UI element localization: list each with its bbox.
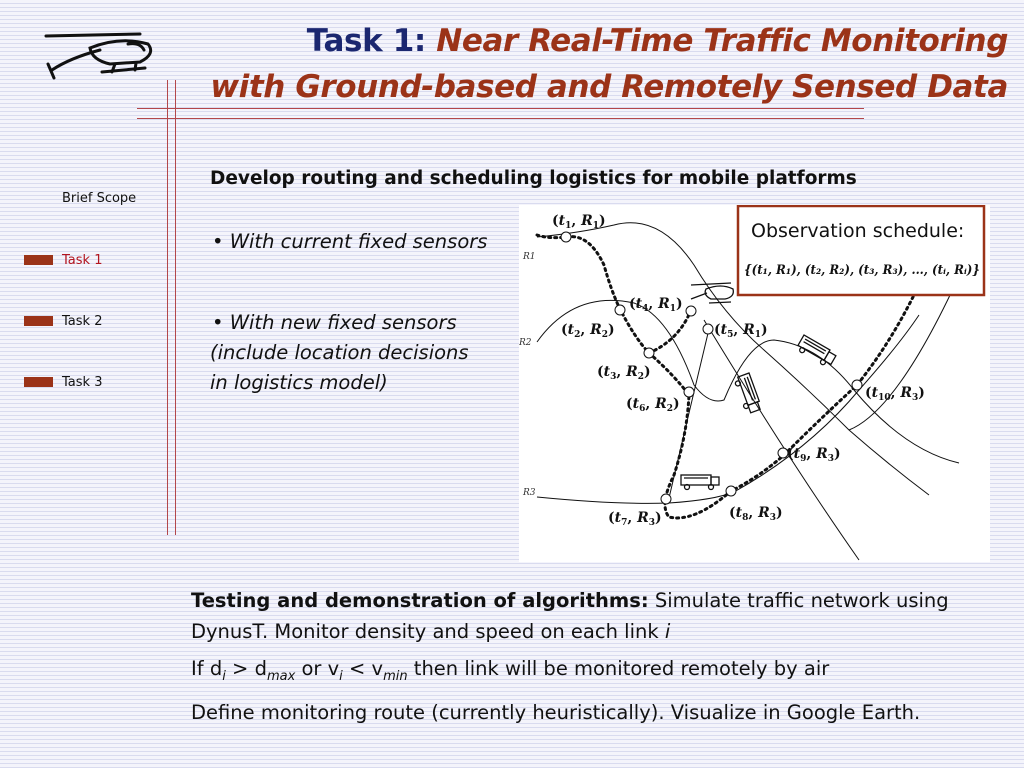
label-t2-r: R <box>590 322 602 338</box>
observation-point-t7 <box>661 494 671 504</box>
label-t6-ri: 2 <box>666 404 674 414</box>
point-label-t1: ($t_1$, $R_1$) <box>552 213 606 231</box>
label-t2-ri: 2 <box>601 330 609 340</box>
bullet-new-sensors <box>212 308 469 398</box>
point-label-t5: ($t_5$, $R_1$) <box>714 322 768 340</box>
bullet-new-sensors-line1: With new fixed sensors <box>229 311 457 334</box>
label-t1-r: R <box>581 213 593 229</box>
slide-title <box>208 18 1008 110</box>
cond-sub-min: min <box>383 668 408 684</box>
point-label-t8: ($t_8$, $R_3$) <box>729 505 783 523</box>
horizontal-rule-top <box>137 108 864 109</box>
observation-point-t10 <box>852 380 862 390</box>
label-t5-r: R <box>743 322 755 338</box>
label-t8-r: R <box>758 505 770 521</box>
point-label-t3: ($t_3$, $R_2$) <box>597 364 651 382</box>
label-t4-r: R <box>658 296 670 312</box>
point-label-t2: ($t_2$, $R_2$) <box>561 322 615 340</box>
route-diagram-svg <box>519 205 990 562</box>
sidebar-marker-task-2 <box>24 316 53 326</box>
label-t9-r: R <box>816 446 828 462</box>
cond-a: If d <box>191 657 223 680</box>
observation-point-t5 <box>686 306 696 316</box>
testing-text: Simulate traffic network using <box>648 589 949 612</box>
vertical-rule-right <box>175 80 176 535</box>
horizontal-rule-bottom <box>137 118 864 119</box>
link-variable: i <box>664 620 671 643</box>
sidebar-marker-task-3 <box>24 377 53 387</box>
truck-icon-1 <box>796 335 837 368</box>
road-label-r3: R3 <box>523 488 536 498</box>
road-r3 <box>537 315 919 503</box>
truck-icon-2 <box>733 373 762 414</box>
title-line2: with Ground-based and Remotely Sensed Data <box>210 69 1008 105</box>
road-label-r2: R2 <box>519 338 532 348</box>
bottom-text <box>191 585 1011 728</box>
label-t8-ri: 3 <box>769 513 777 523</box>
testing-paragraph-line2 <box>191 616 1011 647</box>
cond-c: or v <box>295 657 340 680</box>
testing-text-line2: DynusT. Monitor density and speed on each link <box>191 620 665 643</box>
label-t7-ri: 3 <box>648 518 656 528</box>
label-t10-ti: 10 <box>878 393 891 403</box>
observation-point-t3 <box>644 348 654 358</box>
helicopter-logo <box>40 28 160 93</box>
label-t1-ri: 1 <box>592 221 600 231</box>
truck-icon-3 <box>681 475 719 490</box>
cond-sub-i1: i <box>222 668 226 684</box>
cond-e: then link will be monitored remotely by air <box>407 657 830 680</box>
label-t2-t: t <box>567 322 575 338</box>
observation-point-t5b <box>703 324 713 334</box>
sidebar-item-task-1[interactable]: Task 1 <box>62 253 103 268</box>
main-heading: Develop routing and scheduling logistics for mobile platforms <box>210 168 857 189</box>
label-t6-r: R <box>655 396 667 412</box>
label-t2-ti: 2 <box>574 330 581 340</box>
bullet-current-sensors <box>212 227 487 257</box>
point-label-t4: ($t_4$, $R_1$) <box>629 296 683 314</box>
sidebar-marker-task-1 <box>24 255 53 265</box>
bullet-new-sensors-line2: (include location decisions <box>210 341 469 364</box>
sidebar-item-task-2[interactable]: Task 2 <box>62 314 103 329</box>
label-t1-t: t <box>558 213 566 229</box>
title-line1: Near Real-Time Traffic Monitoring <box>436 23 1008 59</box>
label-t10-ri: 3 <box>912 393 919 403</box>
label-t5-t: t <box>720 322 728 338</box>
observation-point-t6 <box>684 387 694 397</box>
cond-sub-max: max <box>266 668 296 684</box>
label-t4-t: t <box>635 296 643 312</box>
label-t3-r: R <box>626 364 638 380</box>
road-label-r1: R1 <box>523 252 536 262</box>
point-label-t10: ($t_{10}$, $R_3$) <box>865 385 925 403</box>
label-t10-t: t <box>871 385 879 401</box>
label-t9-ti: 9 <box>800 454 807 464</box>
sidebar-item-brief-scope[interactable]: Brief Scope <box>62 191 137 206</box>
point-label-t9: ($t_9$, $R_3$) <box>787 446 841 464</box>
label-t8-ti: 8 <box>742 513 749 523</box>
label-t7-ti: 7 <box>621 518 628 528</box>
label-t9-ri: 3 <box>827 454 835 464</box>
bullet-current-sensors-text: With current fixed sensors <box>229 230 488 253</box>
label-t4-ti: 4 <box>642 304 649 314</box>
label-t5-ri: 1 <box>754 330 762 340</box>
bullet-dot: • <box>212 311 224 334</box>
observation-point-t1 <box>561 232 571 242</box>
observation-point-t4 <box>615 305 625 315</box>
label-t3-ri: 2 <box>637 372 645 382</box>
label-t8-t: t <box>735 505 743 521</box>
label-t10-r: R <box>900 385 913 401</box>
label-t6-ti: 6 <box>639 404 646 414</box>
point-label-t7: ($t_7$, $R_3$) <box>608 510 662 528</box>
cond-b: > d <box>225 657 267 680</box>
testing-heading: Testing and demonstration of algorithms: <box>191 589 649 612</box>
label-t7-t: t <box>614 510 622 526</box>
observation-point-t8 <box>726 486 736 496</box>
label-t5-ti: 5 <box>727 330 734 340</box>
title-task: Task 1: <box>306 23 426 59</box>
label-t6-t: t <box>632 396 640 412</box>
label-t4-ri: 1 <box>669 304 677 314</box>
schedule-title: Observation schedule: <box>751 220 965 242</box>
point-label-t6: ($t_6$, $R_2$) <box>626 396 680 414</box>
cond-d: < v <box>342 657 384 680</box>
bullet-dot: • <box>212 230 224 253</box>
label-t3-t: t <box>603 364 611 380</box>
label-t1-ti: 1 <box>565 221 572 231</box>
cond-sub-i2: i <box>339 668 343 684</box>
schedule-formula: {(t₁, R₁), (t₂, R₂), (t₃, R₃), ..., (tᵢ, Rᵢ)} <box>744 263 980 278</box>
bullet-new-sensors-line3: in logistics model) <box>210 371 388 394</box>
vertical-rule-left <box>167 80 168 535</box>
label-t9-t: t <box>793 446 801 462</box>
condition-paragraph <box>191 653 1011 692</box>
label-t7-r: R <box>637 510 649 526</box>
route-paragraph: Define monitoring route (currently heuristically). Visualize in Google Earth. <box>191 700 921 724</box>
route-diagram <box>519 205 990 562</box>
sidebar-item-task-3[interactable]: Task 3 <box>62 375 103 390</box>
label-t3-ti: 3 <box>610 372 617 382</box>
testing-paragraph <box>191 585 1011 616</box>
